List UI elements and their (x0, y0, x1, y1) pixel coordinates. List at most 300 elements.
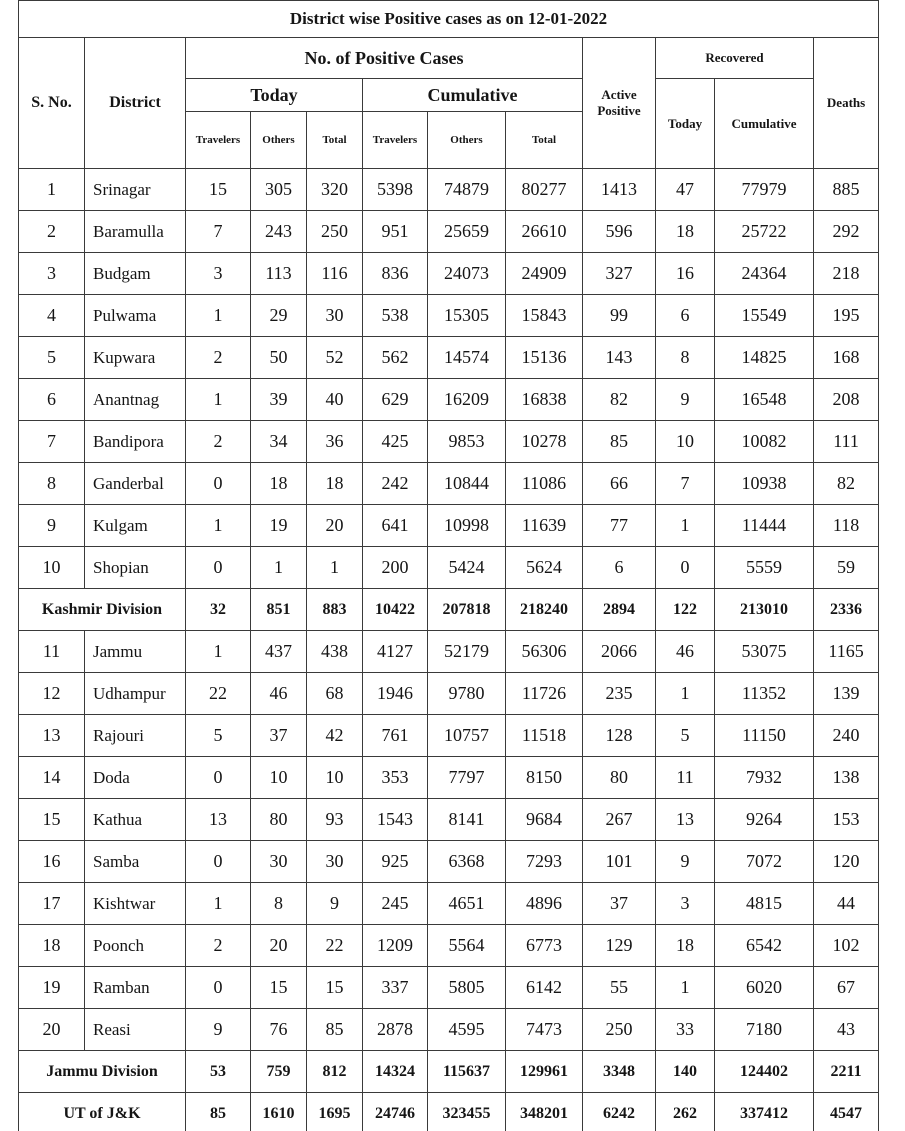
table-cell: 118 (814, 505, 879, 547)
table-cell: 9853 (428, 421, 506, 463)
table-cell: 143 (583, 337, 656, 379)
table-cell: 2 (19, 211, 85, 253)
table-cell: 4595 (428, 1009, 506, 1051)
table-cell: 6 (19, 379, 85, 421)
table-cell: 1946 (363, 673, 428, 715)
table-cell: 18 (656, 211, 715, 253)
district-name: Ramban (85, 967, 186, 1009)
table-cell: 305 (251, 169, 307, 211)
table-cell: 9264 (715, 799, 814, 841)
table-cell: 30 (307, 295, 363, 337)
table-cell: 4815 (715, 883, 814, 925)
table-cell: 925 (363, 841, 428, 883)
table-cell: 7072 (715, 841, 814, 883)
table-cell: 113 (251, 253, 307, 295)
table-cell: 0 (186, 463, 251, 505)
table-cell: 2 (186, 925, 251, 967)
table-cell: 218240 (506, 589, 583, 631)
header-today-travelers: Travelers (186, 112, 251, 169)
table-cell: 25659 (428, 211, 506, 253)
table-cell: 74879 (428, 169, 506, 211)
table-cell: 34 (251, 421, 307, 463)
table-cell: 5564 (428, 925, 506, 967)
table-cell: 7293 (506, 841, 583, 883)
table-cell: 15 (307, 967, 363, 1009)
table-row (19, 169, 879, 211)
district-name: Kulgam (85, 505, 186, 547)
district-name: Budgam (85, 253, 186, 295)
table-cell: 122 (656, 589, 715, 631)
table-cell: 1 (656, 967, 715, 1009)
table-cell: 46 (251, 673, 307, 715)
table-cell: 10757 (428, 715, 506, 757)
table-cell: 14574 (428, 337, 506, 379)
table-row (19, 337, 879, 379)
table-cell: 812 (307, 1051, 363, 1093)
table-cell: 8 (656, 337, 715, 379)
table-cell: 11 (19, 631, 85, 673)
table-cell: 20 (307, 505, 363, 547)
table-cell: 292 (814, 211, 879, 253)
table-cell: 47 (656, 169, 715, 211)
table-cell: 20 (19, 1009, 85, 1051)
table-cell: 24909 (506, 253, 583, 295)
table-cell: 348201 (506, 1093, 583, 1131)
table-cell: 18 (656, 925, 715, 967)
table-cell: 6773 (506, 925, 583, 967)
table-cell: 22 (307, 925, 363, 967)
table-cell: 25722 (715, 211, 814, 253)
subtotal-row (19, 1093, 879, 1131)
table-row (19, 631, 879, 673)
table-row (19, 295, 879, 337)
table-cell: 235 (583, 673, 656, 715)
table-cell: 8 (251, 883, 307, 925)
table-cell: 9 (656, 841, 715, 883)
table-cell: 99 (583, 295, 656, 337)
table-cell: 7 (656, 463, 715, 505)
table-cell: 1 (186, 883, 251, 925)
table-cell: 15136 (506, 337, 583, 379)
table-cell: 102 (814, 925, 879, 967)
table-cell: 40 (307, 379, 363, 421)
header-recovered-today: Today (656, 79, 715, 169)
district-name: Kishtwar (85, 883, 186, 925)
table-cell: 242 (363, 463, 428, 505)
table-cell: 10 (19, 547, 85, 589)
table-cell: 15549 (715, 295, 814, 337)
table-cell: 208 (814, 379, 879, 421)
table-cell: 2878 (363, 1009, 428, 1051)
table-cell: 243 (251, 211, 307, 253)
table-cell: 9 (656, 379, 715, 421)
table-cell: 116 (307, 253, 363, 295)
table-cell: 7932 (715, 757, 814, 799)
header-recovered: Recovered (656, 38, 814, 79)
table-cell: 85 (307, 1009, 363, 1051)
table-cell: 168 (814, 337, 879, 379)
table-cell: 11086 (506, 463, 583, 505)
table-cell: 10998 (428, 505, 506, 547)
table-cell: 1 (186, 295, 251, 337)
table-cell: 437 (251, 631, 307, 673)
district-name: Samba (85, 841, 186, 883)
table-cell: 52179 (428, 631, 506, 673)
table-cell: 85 (186, 1093, 251, 1131)
table-cell: 4 (19, 295, 85, 337)
table-cell: 129961 (506, 1051, 583, 1093)
table-cell: 14825 (715, 337, 814, 379)
table-cell: 1 (656, 673, 715, 715)
table-cell: 33 (656, 1009, 715, 1051)
table-cell: 337 (363, 967, 428, 1009)
table-cell: 1 (186, 379, 251, 421)
table-cell: 0 (656, 547, 715, 589)
table-cell: 19 (251, 505, 307, 547)
subtotal-row (19, 1051, 879, 1093)
table-cell: 11150 (715, 715, 814, 757)
table-cell: 24073 (428, 253, 506, 295)
district-name: Poonch (85, 925, 186, 967)
table-cell: 1 (251, 547, 307, 589)
table-cell: 320 (307, 169, 363, 211)
table-cell: 240 (814, 715, 879, 757)
table-cell: 111 (814, 421, 879, 463)
table-cell: 24364 (715, 253, 814, 295)
table-cell: 82 (814, 463, 879, 505)
table-cell: 759 (251, 1051, 307, 1093)
table-cell: 56306 (506, 631, 583, 673)
table-cell: 438 (307, 631, 363, 673)
table-cell: 951 (363, 211, 428, 253)
table-cell: 13 (186, 799, 251, 841)
table-cell: 761 (363, 715, 428, 757)
table-cell: 18 (307, 463, 363, 505)
table-cell: 16 (19, 841, 85, 883)
table-cell: 1695 (307, 1093, 363, 1131)
table-cell: 6142 (506, 967, 583, 1009)
table-cell: 11444 (715, 505, 814, 547)
table-cell: 53075 (715, 631, 814, 673)
division-name: UT of J&K (19, 1093, 186, 1131)
table-cell: 15 (186, 169, 251, 211)
table-cell: 140 (656, 1051, 715, 1093)
table-cell: 1610 (251, 1093, 307, 1131)
table-cell: 641 (363, 505, 428, 547)
table-cell: 1165 (814, 631, 879, 673)
table-cell: 10082 (715, 421, 814, 463)
table-cell: 30 (307, 841, 363, 883)
header-cumulative: Cumulative (363, 79, 583, 112)
table-cell: 207818 (428, 589, 506, 631)
table-cell: 15305 (428, 295, 506, 337)
table-cell: 15843 (506, 295, 583, 337)
table-cell: 16 (656, 253, 715, 295)
table-row (19, 211, 879, 253)
table-cell: 93 (307, 799, 363, 841)
table-cell: 30 (251, 841, 307, 883)
header-cumulative-total: Total (506, 112, 583, 169)
header-recovered-cumulative: Cumulative (715, 79, 814, 169)
district-name: Bandipora (85, 421, 186, 463)
header-active-positive: Active Positive (583, 38, 656, 169)
district-name: Udhampur (85, 673, 186, 715)
header-positive-cases: No. of Positive Cases (186, 38, 583, 79)
district-name: Rajouri (85, 715, 186, 757)
table-cell: 5 (19, 337, 85, 379)
table-cell: 11352 (715, 673, 814, 715)
table-cell: 153 (814, 799, 879, 841)
table-cell: 20 (251, 925, 307, 967)
table-cell: 4651 (428, 883, 506, 925)
table-cell: 195 (814, 295, 879, 337)
table-cell: 9 (19, 505, 85, 547)
table-cell: 129 (583, 925, 656, 967)
table-cell: 52 (307, 337, 363, 379)
header-today-others: Others (251, 112, 307, 169)
table-cell: 2 (186, 421, 251, 463)
table-cell: 18 (19, 925, 85, 967)
table-cell: 22 (186, 673, 251, 715)
table-cell: 10938 (715, 463, 814, 505)
table-cell: 85 (583, 421, 656, 463)
table-row (19, 673, 879, 715)
table-cell: 16838 (506, 379, 583, 421)
table-cell: 46 (656, 631, 715, 673)
table-cell: 9684 (506, 799, 583, 841)
table-cell: 7180 (715, 1009, 814, 1051)
table-cell: 15 (19, 799, 85, 841)
table-cell: 5559 (715, 547, 814, 589)
table-cell: 250 (583, 1009, 656, 1051)
table-cell: 14324 (363, 1051, 428, 1093)
table-cell: 128 (583, 715, 656, 757)
table-cell: 0 (186, 757, 251, 799)
table-row (19, 253, 879, 295)
header-cumulative-travelers: Travelers (363, 112, 428, 169)
table-cell: 10844 (428, 463, 506, 505)
table-row (19, 967, 879, 1009)
table-cell: 3 (19, 253, 85, 295)
table-cell: 327 (583, 253, 656, 295)
table-cell: 4896 (506, 883, 583, 925)
table-cell: 11726 (506, 673, 583, 715)
table-cell: 9 (186, 1009, 251, 1051)
table-cell: 4127 (363, 631, 428, 673)
table-cell: 596 (583, 211, 656, 253)
district-name: Shopian (85, 547, 186, 589)
table-cell: 80277 (506, 169, 583, 211)
table-cell: 12 (19, 673, 85, 715)
table-cell: 10 (251, 757, 307, 799)
table-cell: 37 (251, 715, 307, 757)
district-name: Anantnag (85, 379, 186, 421)
header-today-total: Total (307, 112, 363, 169)
table-cell: 138 (814, 757, 879, 799)
table-body (19, 169, 879, 1131)
table-cell: 2336 (814, 589, 879, 631)
table-cell: 11 (656, 757, 715, 799)
table-cell: 13 (656, 799, 715, 841)
table-cell: 43 (814, 1009, 879, 1051)
table-cell: 36 (307, 421, 363, 463)
table-cell: 1413 (583, 169, 656, 211)
table-cell: 82 (583, 379, 656, 421)
table-cell: 562 (363, 337, 428, 379)
table-cell: 5398 (363, 169, 428, 211)
header-today: Today (186, 79, 363, 112)
table-cell: 19 (19, 967, 85, 1009)
table-cell: 5624 (506, 547, 583, 589)
table-cell: 213010 (715, 589, 814, 631)
table-cell: 139 (814, 673, 879, 715)
table-cell: 2 (186, 337, 251, 379)
table-row (19, 1009, 879, 1051)
table-cell: 14 (19, 757, 85, 799)
division-name: Jammu Division (19, 1051, 186, 1093)
table-cell: 629 (363, 379, 428, 421)
table-cell: 6542 (715, 925, 814, 967)
table-cell: 18 (251, 463, 307, 505)
table-cell: 3 (186, 253, 251, 295)
table-cell: 80 (583, 757, 656, 799)
table-cell: 44 (814, 883, 879, 925)
table-cell: 883 (307, 589, 363, 631)
table-cell: 42 (307, 715, 363, 757)
table-cell: 2211 (814, 1051, 879, 1093)
table-row (19, 379, 879, 421)
table-cell: 76 (251, 1009, 307, 1051)
district-name: Jammu (85, 631, 186, 673)
table-cell: 77 (583, 505, 656, 547)
table-cell: 6 (656, 295, 715, 337)
table-cell: 1 (19, 169, 85, 211)
table-cell: 9780 (428, 673, 506, 715)
table-row (19, 757, 879, 799)
table-cell: 17 (19, 883, 85, 925)
table-cell: 7473 (506, 1009, 583, 1051)
table-cell: 5805 (428, 967, 506, 1009)
table-cell: 24746 (363, 1093, 428, 1131)
table-cell: 1 (307, 547, 363, 589)
table-cell: 337412 (715, 1093, 814, 1131)
table-cell: 9 (307, 883, 363, 925)
table-cell: 39 (251, 379, 307, 421)
district-name: Baramulla (85, 211, 186, 253)
table-cell: 26610 (506, 211, 583, 253)
table-cell: 2894 (583, 589, 656, 631)
table-row (19, 715, 879, 757)
table-cell: 32 (186, 589, 251, 631)
table-cell: 5 (656, 715, 715, 757)
table-cell: 7 (186, 211, 251, 253)
table-cell: 4547 (814, 1093, 879, 1131)
table-cell: 66 (583, 463, 656, 505)
table-cell: 200 (363, 547, 428, 589)
table-row (19, 421, 879, 463)
table-cell: 5424 (428, 547, 506, 589)
table-cell: 538 (363, 295, 428, 337)
table-cell: 3 (656, 883, 715, 925)
table-cell: 6242 (583, 1093, 656, 1131)
table-cell: 836 (363, 253, 428, 295)
table-cell: 250 (307, 211, 363, 253)
table-cell: 55 (583, 967, 656, 1009)
table-cell: 8141 (428, 799, 506, 841)
table-cell: 37 (583, 883, 656, 925)
table-row (19, 547, 879, 589)
table-cell: 77979 (715, 169, 814, 211)
table-row (19, 883, 879, 925)
table-cell: 16209 (428, 379, 506, 421)
table-cell: 67 (814, 967, 879, 1009)
district-name: Ganderbal (85, 463, 186, 505)
cases-table (18, 0, 879, 1131)
table-cell: 425 (363, 421, 428, 463)
header-district: District (85, 38, 186, 169)
table-cell: 8150 (506, 757, 583, 799)
district-name: Doda (85, 757, 186, 799)
table-cell: 10278 (506, 421, 583, 463)
table-row (19, 925, 879, 967)
table-cell: 7797 (428, 757, 506, 799)
table-cell: 1543 (363, 799, 428, 841)
table-cell: 5 (186, 715, 251, 757)
header-deaths: Deaths (814, 38, 879, 169)
subtotal-row (19, 589, 879, 631)
table-cell: 885 (814, 169, 879, 211)
table-cell: 80 (251, 799, 307, 841)
table-cell: 1209 (363, 925, 428, 967)
district-name: Pulwama (85, 295, 186, 337)
table-cell: 7 (19, 421, 85, 463)
table-cell: 16548 (715, 379, 814, 421)
table-cell: 10422 (363, 589, 428, 631)
table-cell: 53 (186, 1051, 251, 1093)
table-cell: 0 (186, 547, 251, 589)
table-row (19, 505, 879, 547)
table-cell: 2066 (583, 631, 656, 673)
table-cell: 11639 (506, 505, 583, 547)
table-row (19, 841, 879, 883)
table-title: District wise Positive cases as on 12-01-2022 (19, 1, 879, 38)
table-cell: 10 (307, 757, 363, 799)
district-name: Kathua (85, 799, 186, 841)
table-cell: 68 (307, 673, 363, 715)
table-cell: 6020 (715, 967, 814, 1009)
table-cell: 50 (251, 337, 307, 379)
table-cell: 218 (814, 253, 879, 295)
table-cell: 245 (363, 883, 428, 925)
table-cell: 59 (814, 547, 879, 589)
header-cumulative-others: Others (428, 112, 506, 169)
table-cell: 101 (583, 841, 656, 883)
table-cell: 29 (251, 295, 307, 337)
table-cell: 11518 (506, 715, 583, 757)
table-row (19, 463, 879, 505)
table-cell: 1 (656, 505, 715, 547)
header-sno: S. No. (19, 38, 85, 169)
table-row (19, 799, 879, 841)
table-cell: 3348 (583, 1051, 656, 1093)
table-cell: 353 (363, 757, 428, 799)
table-cell: 262 (656, 1093, 715, 1131)
district-name: Reasi (85, 1009, 186, 1051)
table-cell: 323455 (428, 1093, 506, 1131)
table-cell: 10 (656, 421, 715, 463)
district-name: Kupwara (85, 337, 186, 379)
table-cell: 13 (19, 715, 85, 757)
